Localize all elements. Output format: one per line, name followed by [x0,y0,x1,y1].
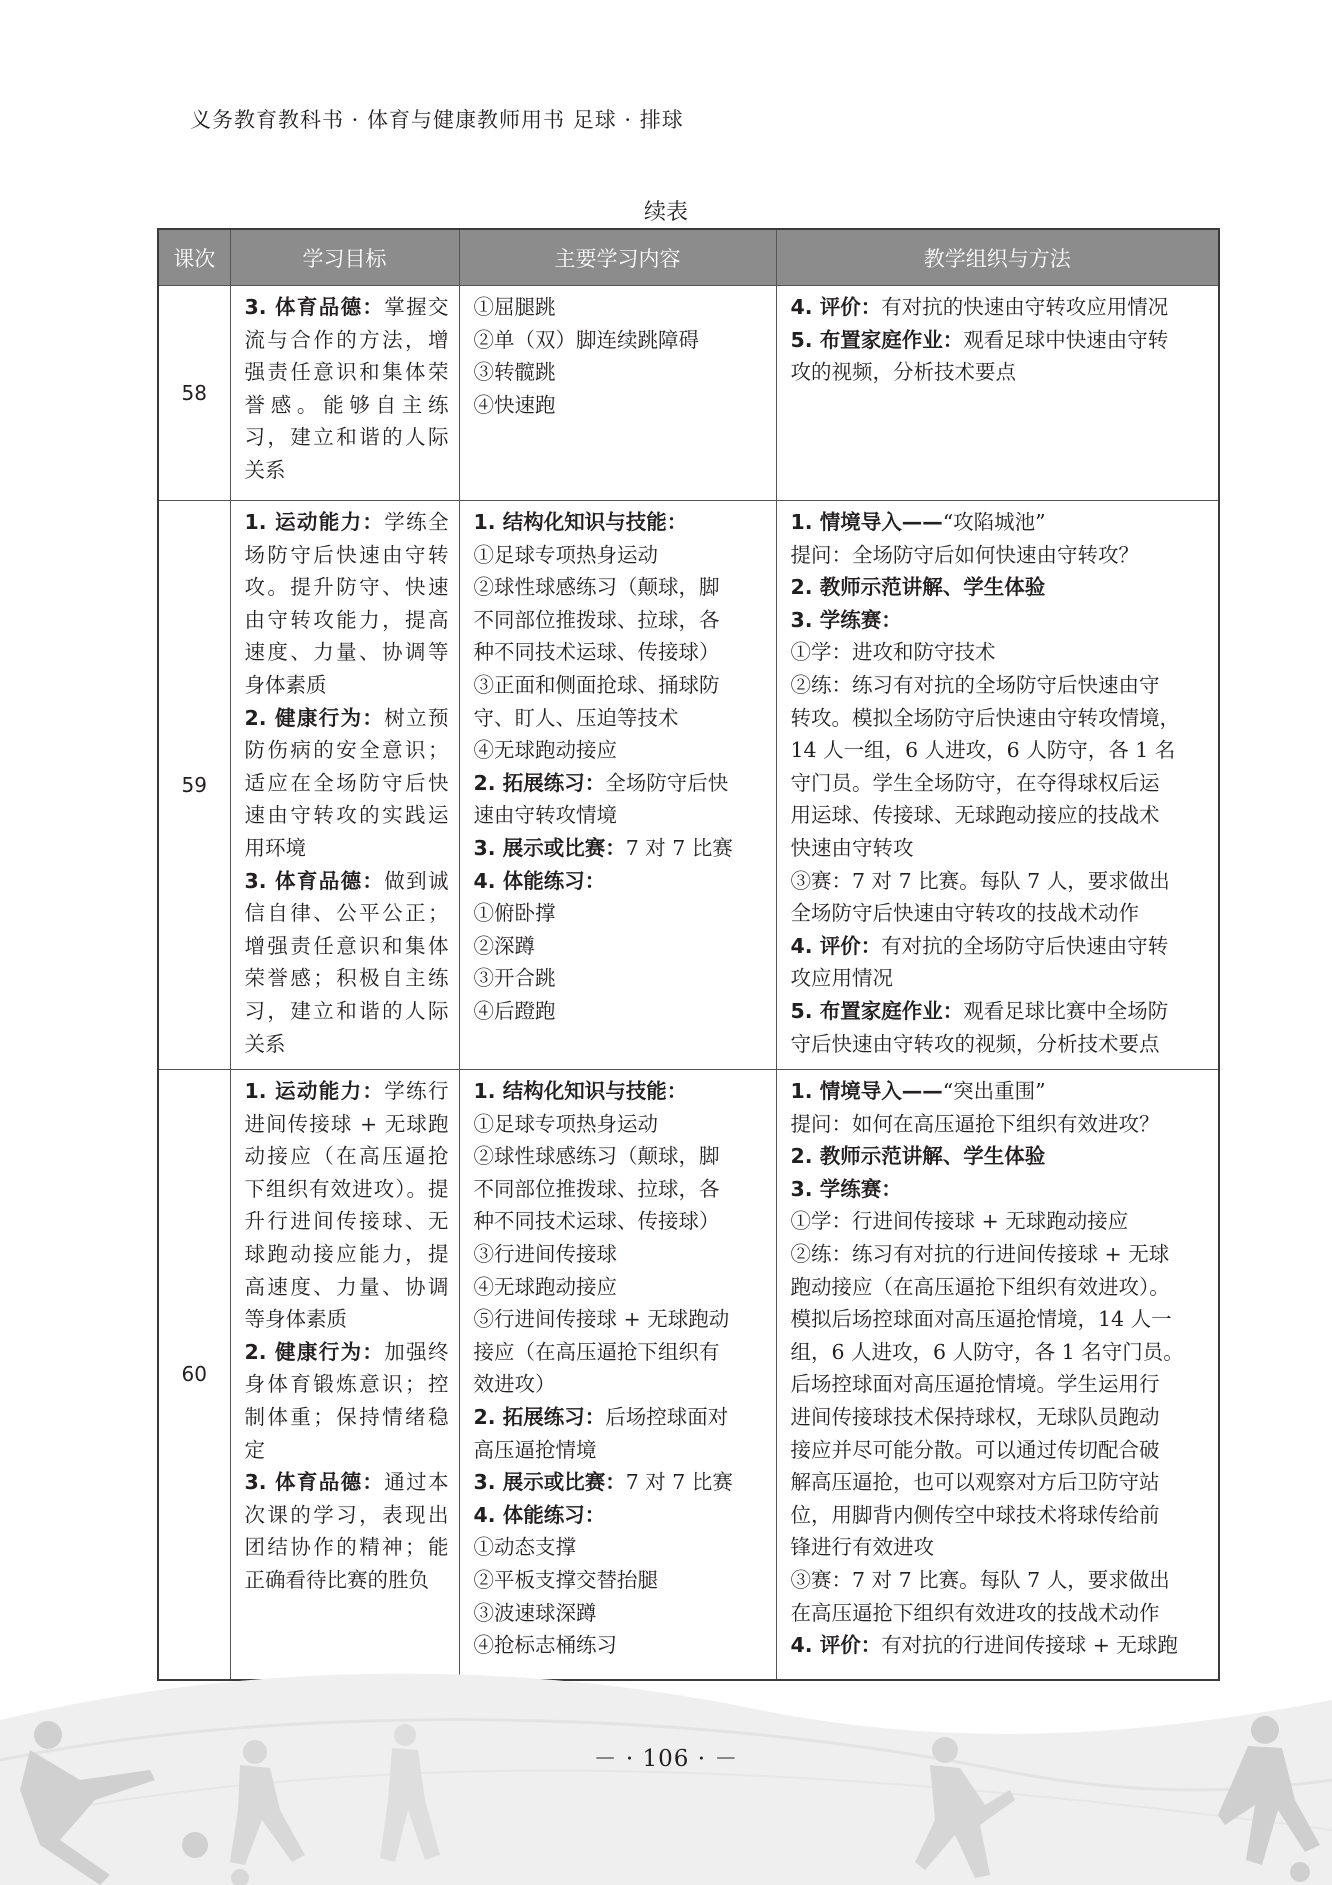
table-row [158,501,1219,1070]
content-item: ④抢标志桶练习 [473,1633,617,1658]
method-item: 接应并尽可能分散。可以通过传切配合破 [790,1437,1160,1462]
running-head: 义务教育教科书 · 体育与健康教师用书 足球 · 排球 [190,108,684,132]
content-cell [459,1070,776,1681]
objective-item: 2. 健康行为：树立预防伤病的安全意识；适应在全场防守后快速由守转攻的实践运用环境 [244,705,449,860]
method-item: 后场控球面对高压逼抢情境。学生运用行 [790,1372,1160,1397]
objective-item: 1. 运动能力：学练行进间传接球 + 无球跑动接应（在高压逼抢下组织有效进攻）。提升行进间传接球、无球跑动接应能力，提高速度、力量、协调等身体素质 [244,1079,449,1332]
header-lesson: 课次 [158,229,230,286]
method-item: 提问：如何在高压逼抢下组织有效进攻？ [790,1111,1160,1136]
content-item: 3. 展示或比赛：7 对 7 比赛 [473,1470,733,1495]
content-item: 效进攻） [473,1372,556,1397]
objective-item: 3. 体育品德：通过本次课的学习，表现出团结协作的精神；能正确看待比赛的胜负 [244,1470,449,1592]
content-item: ③开合跳 [473,966,556,991]
content-cell [459,501,776,1070]
objective-item: 3. 体育品德：做到诚信自律、公平公正；增强责任意识和集体荣誉感；积极自主练习，建立和谐的人际关系 [244,868,449,1056]
table-row [158,1070,1219,1681]
content-item: ③波速球深蹲 [473,1600,597,1625]
lesson-plan-table [157,228,1220,1681]
method-item: 4. 评价：有对抗的全场防守后快速由守转 [790,933,1169,958]
method-item: 5. 布置家庭作业：观看足球比赛中全场防 [790,998,1169,1023]
page-number: － · 106 · － [593,1746,739,1772]
content-item: 不同部位推拨球、拉球，各 [473,1176,720,1201]
content-item: ③转髋跳 [473,360,556,385]
table-row [158,286,1219,501]
method-heading: 3. 学练赛： [790,1176,902,1201]
method-item: 提问：全场防守后如何快速由守转攻？ [790,542,1139,567]
objective-item: 1. 运动能力：学练全场防守后快速由守转攻。提升防守、快速由守转攻能力，提高速度、力量、协调等身体素质 [244,510,449,697]
method-item: 全场防守后快速由守转攻的技战术动作 [790,901,1139,926]
method-item: 组，6 人进攻，6 人防守，各 1 名守门员。 [790,1339,1184,1364]
method-heading: 3. 学练赛： [790,607,902,632]
objective-item: 2. 健康行为：加强终身体育锻炼意识；控制体重；保持情绪稳定 [244,1339,449,1462]
objective-item: 3. 体育品德：掌握交流与合作的方法，增强责任意识和集体荣誉感。能够自主练习，建立和谐的人际关系 [244,295,449,482]
table-caption: 续表 [643,200,688,225]
method-item: 5. 布置家庭作业：观看足球中快速由守转 [790,327,1169,352]
content-item: ④无球跑动接应 [473,738,617,763]
methods-cell [776,501,1219,1070]
method-item: ②练：练习有对抗的行进间传接球 + 无球 [790,1241,1170,1266]
method-item: 快速由守转攻 [790,835,914,860]
content-item: ①足球专项热身运动 [473,1111,658,1136]
content-item: 种不同技术运球、传接球） [473,1209,720,1234]
method-item: 跑动接应（在高压逼抢下组织有效进攻）。 [790,1274,1170,1299]
lesson-number: 59 [158,501,230,1070]
header-objectives: 学习目标 [230,229,459,286]
method-item: 4. 评价：有对抗的快速由守转攻应用情况 [790,295,1169,319]
header-methods: 教学组织与方法 [776,229,1219,286]
method-item: 模拟后场控球面对高压逼抢情境，14 人一 [790,1307,1172,1332]
method-item: 攻的视频，分析技术要点 [790,360,1016,385]
content-item: 不同部位推拨球、拉球，各 [473,607,720,632]
lesson-number: 60 [158,1070,230,1681]
method-item: 锋进行有效进攻 [790,1535,934,1560]
content-item: ②球性球感练习（颠球，脚 [473,575,720,600]
objectives-cell [230,286,459,501]
method-item: 位，用脚背内侧传空中球技术将球传给前 [790,1502,1160,1527]
content-heading: 4. 体能练习： [473,868,606,893]
content-item: 守、盯人、压迫等技术 [473,705,679,730]
content-item: 速由守转攻情境 [473,803,617,828]
method-item: ①学：进攻和防守技术 [790,640,996,665]
table-header-row [158,229,1219,286]
objectives-cell [230,1070,459,1681]
content-cell [459,286,776,501]
content-item: ③行进间传接球 [473,1241,617,1266]
content-item: ③正面和侧面抢球、捅球防 [473,672,720,697]
content-item: ②深蹲 [473,933,535,958]
objectives-cell [230,501,459,1070]
method-item: 进间传接球技术保持球权，无球队员跑动 [790,1404,1160,1429]
header-content: 主要学习内容 [459,229,776,286]
content-item: 接应（在高压逼抢下组织有 [473,1339,720,1364]
content-item: ②单（双）脚连续跳障碍 [473,327,699,352]
content-item: ②平板支撑交替抬腿 [473,1567,658,1592]
method-item: 攻应用情况 [790,966,893,991]
method-item: ③赛：7 对 7 比赛。每队 7 人，要求做出 [790,868,1170,893]
method-item: 转攻。模拟全场防守后快速由守转攻情境， [790,705,1180,730]
content-item: ①足球专项热身运动 [473,542,658,567]
method-heading: 2. 教师示范讲解、学生体验 [790,575,1046,600]
content-item: 2. 拓展练习：全场防守后快 [473,770,729,795]
method-item: ②练：练习有对抗的全场防守后快速由守 [790,672,1160,697]
method-item: 1. 情境导入——“攻陷城池” [790,510,1046,534]
method-item: 在高压逼抢下组织有效进攻的技战术动作 [790,1600,1160,1625]
content-item: ②球性球感练习（颠球，脚 [473,1144,720,1169]
content-item: ⑤行进间传接球 + 无球跑动 [473,1307,730,1332]
content-item: ①屈腿跳 [473,295,556,319]
method-item: ③赛：7 对 7 比赛。每队 7 人，要求做出 [790,1567,1170,1592]
content-item: ④无球跑动接应 [473,1274,617,1299]
method-item: 1. 情境导入——“突出重围” [790,1079,1046,1103]
content-item: 3. 展示或比赛：7 对 7 比赛 [473,835,733,860]
method-heading: 2. 教师示范讲解、学生体验 [790,1144,1046,1169]
content-item: ④快速跑 [473,392,556,417]
content-item: ①俯卧撑 [473,901,556,926]
content-heading: 1. 结构化知识与技能： [473,1079,688,1103]
method-item: 解高压逼抢，也可以观察对方后卫防守站 [790,1470,1160,1495]
method-item: 守后快速由守转攻的视频，分析技术要点 [790,1031,1160,1056]
content-item: 种不同技术运球、传接球） [473,640,720,665]
methods-cell [776,286,1219,501]
content-item: ④后蹬跑 [473,998,556,1023]
content-heading: 4. 体能练习： [473,1502,606,1527]
method-item: 守门员。学生全场防守，在夺得球权后运 [790,770,1160,795]
methods-cell [776,1070,1219,1681]
content-item: 2. 拓展练习：后场控球面对 [473,1404,729,1429]
method-item: 用运球、传接球、无球跑动接应的技战术 [790,803,1160,828]
method-item: 4. 评价：有对抗的行进间传接球 + 无球跑 [790,1633,1178,1658]
lesson-number: 58 [158,286,230,501]
content-item: ①动态支撑 [473,1535,576,1560]
method-item: 14 人一组，6 人进攻，6 人防守，各 1 名 [790,738,1176,763]
content-heading: 1. 结构化知识与技能： [473,510,688,534]
content-item: 高压逼抢情境 [473,1437,597,1462]
method-item: ①学：行进间传接球 + 无球跑动接应 [790,1209,1129,1234]
